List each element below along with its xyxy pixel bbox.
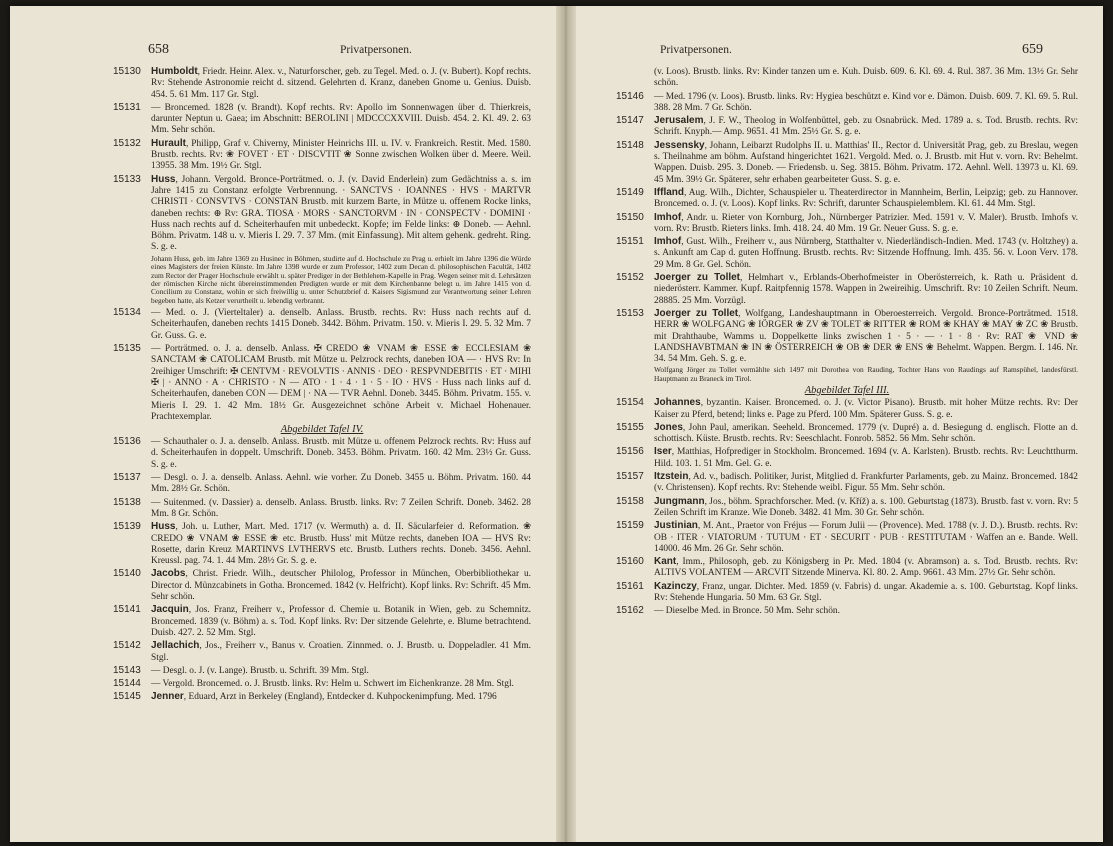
catalog-entry [113, 174, 531, 254]
entry-description: , Helmhart v., Erblands-Oberhofmeister in Oberösterreich, k. Rath u. Präsident d. niederösterr. Kammer. Kupf. Raitpfennig 1578. Wappen in 2weireihig. Umschrift. Rv: 10 Zeilen Schrift. Neum. 28885. 25 Mm. Vorzügl. [654, 273, 1078, 306]
catalog-entry [616, 66, 1078, 90]
entry-person-name: Justinian [654, 520, 698, 532]
catalog-entry [113, 436, 531, 471]
catalog-entry [113, 307, 531, 342]
entry-text [654, 115, 1078, 139]
catalog-entry [616, 581, 1078, 605]
catalog-entry [113, 665, 531, 677]
entry-text [151, 640, 531, 664]
entry-description: — Vergold. Broncemed. o. J. Brustb. links. Rv: Helm u. Schwert im Eichenkranze. 28 Mm. Stgl. [151, 679, 514, 690]
entry-number: 15137 [113, 472, 141, 484]
entry-number: 15157 [616, 471, 644, 483]
left-page-body [113, 66, 531, 705]
catalog-entry [616, 471, 1078, 495]
entry-text [151, 343, 531, 423]
entry-number: 15158 [616, 495, 644, 507]
entry-description: , Gust. Wilh., Freiherr v., aus Nürnberg, Statthalter v. Niederländisch-Indien. Med. 1743 (v. Holtzhey) a. s. Ankunft am Cap d. guten Hoffnung. Brustb. rechts. Rv: Sitzende Hoffnung. Imh. 435. 56. v. Loon Verv. 178. 29 Mm. 8 Gr. Gel. Schön. [654, 237, 1078, 270]
entry-number: 15139 [113, 521, 141, 533]
right-page-body [616, 66, 1078, 619]
entry-number: 15148 [616, 139, 644, 151]
entry-description: , Eduard, Arzt in Berkeley (England), Entdecker d. Kuhpockenimpfung. Med. 1796 [183, 692, 497, 703]
entry-description: — Desgl. o. J. a. denselb. Anlass. Aehnl. wie vorher. Zu Doneb. 3455 u. Böhm. Privatm. 160. 44 Mm. 28½ Gr. Schön. [151, 473, 531, 495]
catalog-entry [616, 187, 1078, 211]
entry-text [151, 66, 531, 101]
entry-number: 15141 [113, 604, 141, 616]
entry-description: , Johann, Leibarzt Rudolphs II. u. Matthias' II., Rector d. Universität Prag, geb. zu Breslau, wegen s. Theilnahme am böhm. Aufstand hingerichtet 1621. Vergold. Med. o. J. Brustb. mit Hut v. vorn. Rv: Behelmt. Wappen. Duisb. 295. 3. Doneb. — Friedensb. u. Seg. 3815. Böhm. Privatm. 172. Aehnl. Well. 13973 u. Kl. 69. 45 Mm. 39½ Gr. Späterer, sehr erhaben gearbeiteter Guss. S. g. e. [654, 140, 1078, 185]
left-page-number: 658 [148, 42, 169, 57]
catalog-entry [113, 102, 531, 137]
entry-text [151, 436, 531, 471]
entry-text [654, 556, 1078, 580]
catalog-entry [113, 472, 531, 496]
catalog-entry [113, 678, 531, 690]
entry-person-name: Huss [151, 521, 176, 533]
entry-text [654, 272, 1078, 307]
entry-text [654, 91, 1078, 115]
catalog-entry [113, 138, 531, 173]
entry-description: , Johann. Vergold. Bronce-Porträtmed. o. J. (v. David Enderlein) zum Gedächtniss a. s. im Jahre 1415 zu Constanz erfolgte Verbrennung. · SANCTVS · IOANNES · HVS · MARTVR CHRISTI · CONSVTVS · CONSTAN Brustb. mit kurzem Barte, in Mütze u. offenem Rocke links, daneben rechts: ⊕ Rv: GRA. TIOSA · MORS · SANCTORVM · IN · CONSPECTV · DOMINI · Huss nach rechts auf d. Scheiterhaufen mit unbedeckt. Kopfe; im Felde links: ⊕ Doneb. — Aehnl. Böhm. Privatm. 148 u. v. Mieris I. 29. 7. 37 Mm. (mit Einfassung). Mit altem gehenk. gedreht. Ring. S. g. e. [151, 174, 531, 253]
entry-description: , Matthias, Hofprediger in Stockholm. Broncemed. 1694 (v. A. Karlsten). Brustb. rechts. Rv: Leuchtthurm. Hild. 103. 1. 51 Mm. Gel. G. e. [654, 447, 1078, 469]
entry-number: 15130 [113, 66, 141, 77]
entry-text [654, 581, 1078, 605]
entry-text [151, 521, 531, 567]
entry-description: , Wolfgang, Landeshauptmann in Oberoesterreich. Vergold. Bronce-Porträtmed. 1518. HERR ❀ WOLFGANG ❀ IÖRGER ❀ ZV ❀ TOLET ❀ RITTER ❀ ROM ❀ KHAY ❀ MAY ❀ ZC ❀ Brustb. mit Drahthaube, Wamms u. Doppelkette links zwischen 1 · 5 · — · 1 · 8 · Rv: RAT ❀ VND ❀ LANDSHAVBTMAN ❀ IN ❀ ÖSTERREICH ❀ OB ❀ DER ❀ ENS ❀ Behelmt. Wappen. Bergm. I. 146. Nr. 34. 54 Mm. Geh. S. g. e. [654, 308, 1078, 365]
catalog-entry [616, 556, 1078, 580]
entry-number: 15142 [113, 640, 141, 652]
entry-description: , Imm., Philosoph, geb. zu Königsberg in Pr. Med. 1804 (v. Abramson) a. s. Tod. Brustb. rechts. Rv: ALTIVS VOLANTEM — ARCVIT Sitzende Minerva. Kl. 80. 2. Amp. 9661. 43 Mm. 27½ Gr. Sehr schön. [654, 557, 1078, 579]
catalog-entry [113, 640, 531, 664]
catalog-entry [616, 140, 1078, 186]
catalog-entry [616, 212, 1078, 236]
entry-text [654, 212, 1078, 236]
entry-description: , byzantin. Kaiser. Broncemed. o. J. (v. Victor Pisano). Brustb. mit hoher Mütze rechts. Rv: Der Kaiser zu Pferd, betend; links e. Page zu Pferd. 100 Mm. Späterer Guss. S. g. e. [654, 398, 1078, 420]
entry-text [654, 605, 1078, 617]
entry-person-name: Jessensky [654, 139, 705, 151]
entry-text [654, 187, 1078, 211]
right-page-header [576, 42, 1103, 62]
catalog-entry [616, 115, 1078, 139]
entry-description: , J. F. W., Theolog in Wolfenbüttel, geb. zu Osnabrück. Med. 1789 a. s. Tod. Brustb. rechts. Rv: Schrift. Knyph.— Amp. 9651. 41 Mm. 25½ Gr. S. g. e. [654, 116, 1078, 138]
entry-person-name: Joerger zu Tollet [654, 272, 741, 284]
entry-description: , John Paul, amerikan. Seeheld. Broncemed. 1779 (v. Dupré) a. d. Besiegung d. englisch. Flotte an d. schottisch. Küste. Brustb. rechts. Rv: Seeschlacht. Fonrob. 5852. 56 Mm. Sehr schön. [654, 422, 1078, 445]
entry-number: 15155 [616, 421, 644, 433]
book-spread [10, 6, 1103, 842]
entry-description: , Franz, ungar. Dichter. Med. 1859 (v. Fabris) d. ungar. Akademie a. s. 100. Geburtstag. Kopf links. Rv: Stehende Hungaria. 50 Mm. 63 Gr. Stgl. [654, 581, 1078, 603]
entry-description: , Jos., böhm. Sprachforscher. Med. (v. Kříž) a. s. 100. Geburtstag (1873). Brustb. fast v. vorn. Rv: 5 Zeilen Schrift im Kranze. Wie Doneb. 3482. 41 Mm. 30 Gr. Sehr schön. [654, 496, 1078, 518]
entry-text [654, 422, 1078, 446]
catalog-entry [113, 691, 531, 703]
entry-description: , Jos. Franz, Freiherr v., Professor d. Chemie u. Botanik in Wien, geb. zu Schemnitz. Broncemed. 1839 (v. Böhm) a. s. Tod. Kopf links. Rv: Der sitzende Gelehrte, e. Blume betrachtend. Duisb. 427. 2. 52 Mm. Stgl. [151, 605, 531, 638]
entry-number: 15150 [616, 211, 644, 223]
entry-text [654, 140, 1078, 186]
catalog-entry [616, 422, 1078, 446]
entry-number: 15152 [616, 272, 644, 284]
left-page [10, 6, 556, 842]
catalog-entry [113, 521, 531, 567]
entry-text [654, 308, 1078, 365]
entry-number: 15132 [113, 137, 141, 149]
entry-text [151, 174, 531, 254]
entry-text [654, 520, 1078, 555]
catalog-entry [616, 446, 1078, 470]
entry-text [654, 236, 1078, 271]
entry-description: — Porträtmed. o. J. a. denselb. Anlass. ✠ CREDO ❀ VNAM ❀ ESSE ❀ ECCLESIAM ❀ SANCTAM ❀ CATOLICAM Brustb. mit Mütze u. Pelzrock rechts, daneben IOA — · HVS Rv: In 2reihiger Umschrift: ✠ CENTVM · REVOLVTIS · ANNIS · DEO · RESPVNDEBITIS · ET · MIHI ✠ | · ANNO · A · CHRISTO · N — ATO · 1 · 4 · 1 · 5 · IO · HVS · Huss nach links auf d. Scheiterhaufen, daneben CON — DEM | · NA — TVR Aehnl. Doneb. 3445. Böhm. Privatm. 155. v. Mieris I. 29. 1. 42 Mm. 18½ Gr. Ausgezeichnet schöne Arbeit v. Michael Hohenauer. Prachtexemplar. [151, 344, 531, 422]
entry-person-name: Jones [654, 421, 683, 433]
entry-number: 15144 [113, 678, 141, 690]
entry-description: , M. Ant., Praetor von Fréjus — Forum Julii — (Provence). Med. 1788 (v. J. D.). Brustb. rechts. Rv: OB · ITER · VIATORUM · TUTUM · ET · SECURIT · PUB · RESTITUTAM · Waffen an e. Bande. Well. 14000. 46 Mm. 26 Gr. Sehr schön. [654, 521, 1078, 554]
entry-number: 15160 [616, 556, 644, 568]
entry-number: 15146 [616, 90, 644, 102]
entry-description: — Dieselbe Med. in Bronce. 50 Mm. Sehr schön. [654, 606, 840, 617]
entry-person-name: Johannes [654, 397, 701, 409]
entry-number: 15151 [616, 236, 644, 248]
catalog-entry [616, 605, 1078, 617]
entry-number: 15133 [113, 173, 141, 185]
book-gutter [556, 6, 576, 842]
entry-number: 15153 [616, 307, 644, 319]
entry-person-name: Iser [654, 446, 672, 458]
entry-number: 15149 [616, 186, 644, 198]
entry-person-name: Huss [151, 173, 176, 185]
entry-description: , Friedr. Heinr. Alex. v., Naturforscher, geb. zu Tegel. Med. o. J. (v. Bubert). Kopf rechts. Rv: Stehende Astronomie reicht d. sitzend. Gelehrten d. Kranz, daneben Gnome u. Genius. Duisb. 454. 5. 61 Mm. 117 Gr. Stgl. [151, 67, 531, 100]
entry-number: 15131 [113, 101, 141, 113]
left-page-header [10, 42, 556, 62]
entry-text [151, 691, 531, 703]
entry-description: , Aug. Wilh., Dichter, Schauspieler u. Theaterdirector in Mannheim, Berlin, Leipzig; geb. zu Hannover. Broncemed. o. J. (v. Loos). Kopf links. Rv: Schrift, darunter Schauspielemblem. Kl. 61. 44 Mm. Stgl. [654, 187, 1078, 210]
entry-text [151, 568, 531, 603]
entry-text [654, 496, 1078, 520]
entry-description: — Schauthaler o. J. a. denselb. Anlass. Brustb. mit Mütze u. offenem Pelzrock rechts. Rv: Huss auf d. Scheiterhaufen in doppelt. Umschrift. Doneb. 3453. Böhm. Privatm. 160. 42 Mm. 23½ Gr. Guss. S. g. e. [151, 437, 531, 470]
catalog-entry [113, 604, 531, 639]
entry-number: 15161 [616, 580, 644, 592]
entry-description: — Med. 1796 (v. Loos). Brustb. links. Rv: Hygiea beschützt e. Kind vor e. Dämon. Duisb. 609. 7. Kl. 69. 5. Rul. 388. 28 Mm. 7 Gr. Schön. [654, 91, 1078, 113]
catalog-entry [113, 568, 531, 603]
entry-person-name: Jerusalem [654, 115, 704, 127]
entry-text [654, 471, 1078, 495]
right-page-number: 659 [1022, 42, 1043, 57]
entry-person-name: Joerger zu Tollet [654, 307, 739, 319]
entry-number: 15145 [113, 691, 141, 703]
entry-text [654, 397, 1078, 421]
entry-person-name: Kant [654, 556, 677, 568]
entry-number: 15134 [113, 307, 141, 319]
footnote-joerger: Wolfgang Jörger zu Tollet vermählte sich 1497 mit Dorothea von Rauding, Tochter Hans von Raudings auf Ramspühel, landesfürstl. Hauptmann zu Braneck im Tirol. [654, 365, 1078, 383]
catalog-entry [616, 91, 1078, 115]
plate-reference: Abgebildet Tafel III. [804, 385, 890, 397]
entry-text [151, 138, 531, 173]
entry-description: — Med. o. J. (Vierteltaler) a. denselb. Anlass. Brustb. rechts. Rv: Huss nach rechts auf d. Scheiterhaufen, daneben rechts 1415 Doneb. 3442. Böhm. Privatm. 150. v. Mieris I. 29. 5. 32 Mm. 7 Gr. Guss. G. e. [151, 308, 531, 341]
entry-description: , Joh. u. Luther, Mart. Med. 1717 (v. Wermuth) a. d. II. Säcularfeier d. Reformation. ❀ CREDO ❀ VNAM ❀ ESSE ❀ etc. Brustb. Huss' mit Mütze rechts, daneben IOA — HVS Rv: Rosette, darin Kreuz MARTINVS LVTHERVS etc. Brustb. Luthers rechts. Doneb. 3456. Aehnl. Kreussl. pag. 74. 1. 44 Mm. 28½ Gr. S. g. e. [151, 522, 531, 567]
entry-person-name: Iffland [654, 186, 684, 198]
plate-reference: Abgebildet Tafel IV. [280, 424, 364, 436]
catalog-entry [616, 520, 1078, 555]
entry-person-name: Itzstein [654, 471, 689, 483]
footnote-huss: Johann Huss, geb. im Jahre 1369 zu Husinec in Böhmen, studirte auf d. Hochschule zu Prag u. erhielt im Jahre 1396 die Würde eines Magisters der freien Künste. Im Jahre 1398 wurde er zum Professor, 1402 zum Decan d. philosophischen Facultät, 1402 zum Rector der Prager Hochschule erwählt u. später Prediger in der Bethlehem-Kapelle in Prag. Wegen seiner mit d. Lehrsätzen der römischen Kirche nicht übereinstimmenden Predigten wurde er mit dem Kirchenbanne belegt u. im Jahre 1415 von d. Concilium zu Constanz, wohin er sich freiwillig u. unter Schutzbrief d. Kaisers Sigismund zur Verantwortung seiner Lehren begeben hatte, als Ketzer verurtheilt u. lebendig verbrannt. [151, 253, 531, 305]
right-running-head: Privatpersonen. [660, 44, 732, 56]
entry-text [151, 665, 531, 677]
entry-number: 15143 [113, 664, 141, 676]
entry-number: 15162 [616, 605, 644, 617]
right-page [576, 6, 1103, 842]
entry-person-name: Jungmann [654, 495, 705, 507]
entry-person-name: Jacquin [151, 604, 189, 616]
entry-text [151, 307, 531, 342]
entry-number: 15135 [113, 343, 141, 355]
entry-person-name: Imhof [654, 211, 682, 223]
entry-text [151, 678, 531, 690]
entry-description: , Philipp, Graf v. Chiverny, Minister Heinrichs III. u. IV. v. Frankreich. Restit. Med. 1580. Brustb. rechts. Rv: ❀ FOVET · ET · DISCVTIT ❀ Sonne zwischen Wolken über d. Meere. Weil. 13955. 38 Mm. 19½ Gr. Stgl. [151, 138, 531, 172]
entry-person-name: Humboldt [151, 66, 198, 77]
catalog-entry [113, 66, 531, 101]
entry-person-name: Hurault [151, 137, 186, 149]
entry-person-name: Jacobs [151, 568, 186, 580]
catalog-entry [616, 496, 1078, 520]
entry-text [151, 604, 531, 639]
entry-text [151, 472, 531, 496]
entry-description: , Jos., Freiherr v., Banus v. Croatien. Zinnmed. o. J. Brustb. u. Doppeladler. 41 Mm. Stgl. [151, 641, 531, 663]
entry-person-name: Jellachich [151, 640, 200, 652]
entry-text [151, 497, 531, 521]
entry-description: — Suitenmed. (v. Dassier) a. denselb. Anlass. Brustb. links. Rv: 7 Zeilen Schrift. Doneb. 3462. 28 Mm. 8 Gr. Schön. [151, 497, 531, 519]
entry-description: , Christ. Friedr. Wilh., deutscher Philolog, Professor in München, Oberbibliothekar u. Director d. Münzcabinets in Gotha. Broncemed. 1842 (v. Helfricht). Kopf links. Rv: Schrift. 45 Mm. Sehr schön. [151, 569, 531, 603]
catalog-entry [616, 308, 1078, 365]
entry-text [654, 446, 1078, 470]
catalog-entry [113, 497, 531, 521]
entry-description: — Broncemed. 1828 (v. Brandt). Kopf rechts. Rv: Apollo im Sonnenwagen über d. Thierkreis, darunter Neptun u. Gaea; im Abschnitt: BEROLINI | MDCCCXXVIII. Duisb. 454. 2. Kl. 49. 2. 63 Mm. Sehr schön. [151, 102, 531, 136]
entry-number: 15159 [616, 520, 644, 532]
entry-number: 15138 [113, 496, 141, 508]
catalog-entry [113, 343, 531, 423]
entry-number: 15147 [616, 115, 644, 127]
left-running-head: Privatpersonen. [340, 44, 412, 56]
entry-description: (v. Loos). Brustb. links. Rv: Kinder tanzen um e. Kuh. Duisb. 609. 6. Kl. 69. 4. Rul. 387. 36 Mm. 13½ Gr. Sehr schön. [654, 67, 1078, 89]
entry-number: 15154 [616, 397, 644, 409]
entry-text [151, 102, 531, 137]
entry-text [654, 66, 1078, 90]
entry-person-name: Kazinczy [654, 580, 697, 592]
entry-description: , Ad. v., badisch. Politiker, Jurist, Mitglied d. Frankfurter Parlaments, geb. zu Mainz. Broncemed. 1842 (v. Christensen). Kopf rechts. Rv: Stehende weibl. Figur. 55 Mm. Sehr schön. [654, 472, 1078, 494]
entry-number: 15136 [113, 436, 141, 448]
catalog-entry [616, 236, 1078, 271]
entry-number: 15156 [616, 446, 644, 458]
entry-description: — Desgl. o. J. (v. Lange). Brustb. u. Schrift. 39 Mm. Stgl. [151, 665, 369, 676]
entry-person-name: Jenner [151, 691, 184, 703]
entry-description: , Andr. u. Rieter von Kornburg, Joh., Nürnberger Patrizier. Med. 1591 v. V. Maler). Brustb. Imhofs v. vorn. Rv: Brustb. Rieters links. Imh. 418. 24. 40 Mm. 19 Gr. Neuer Guss. S. g. e. [654, 212, 1078, 234]
entry-person-name: Imhof [654, 236, 682, 248]
catalog-entry [616, 272, 1078, 307]
entry-number: 15140 [113, 568, 141, 580]
catalog-entry [616, 397, 1078, 421]
